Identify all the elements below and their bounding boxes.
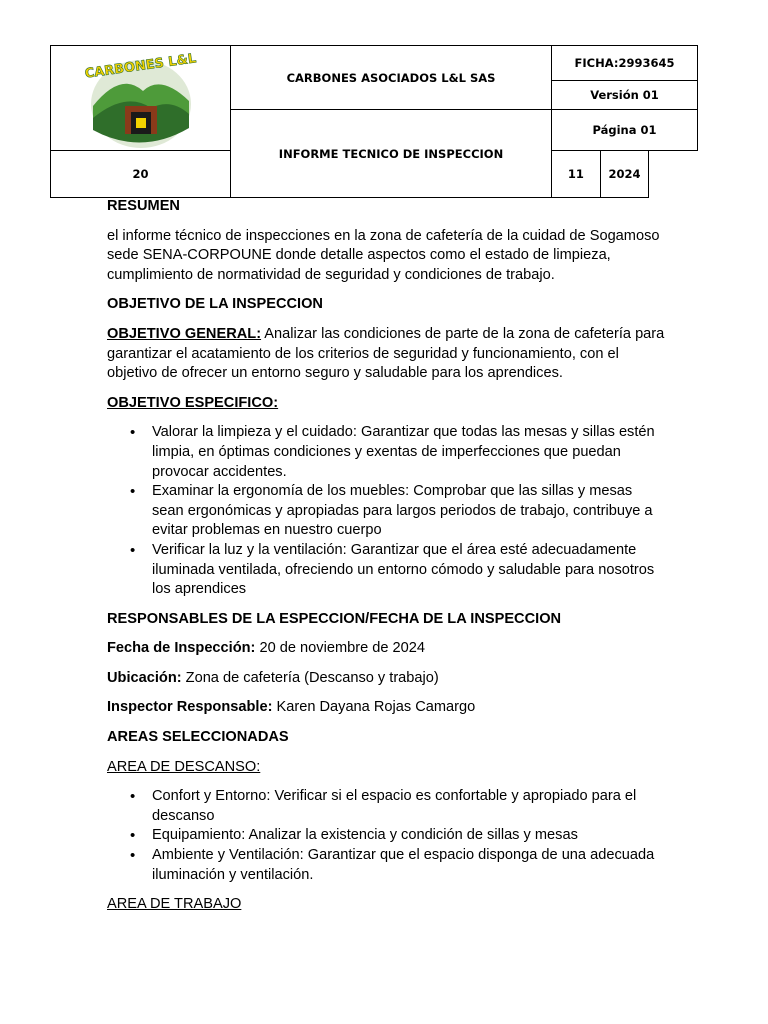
resumen-heading: RESUMEN [107, 198, 180, 214]
document-header-table [50, 45, 698, 198]
inspector-label: Inspector Responsable: [107, 699, 273, 716]
area-descanso-list [107, 787, 667, 885]
ubicacion-line [107, 669, 667, 689]
ubicacion-label: Ubicación: [107, 669, 182, 686]
resumen-text: el informe técnico de inspecciones en la zona de cafetería de la cuidad de Sogamoso sede SENA-CORPOUNE donde detalle aspectos como el estado de limpieza, cumplimiento de normatividad de seguridad y condiciones de trabajo. [107, 227, 660, 283]
company-logo [81, 46, 201, 150]
date-day: 20 [51, 151, 231, 198]
page-label: Página 01 [552, 110, 698, 151]
logo-lettering: CARBONES L&L [83, 51, 197, 82]
version-label: Versión 01 [552, 81, 698, 110]
ubicacion-value: Zona de cafetería (Descanso y trabajo) [181, 669, 439, 686]
logo-cell [51, 46, 231, 151]
company-name: CARBONES ASOCIADOS L&L SAS [231, 46, 552, 110]
areas-heading: AREAS SELECCIONADAS [107, 729, 289, 746]
list-item: • Confort y Entorno: Verificar si el espacio es confortable y apropiado para el descanso [152, 787, 667, 826]
date-month: 11 [552, 151, 601, 198]
area-trabajo-title: AREA DE TRABAJO [107, 896, 242, 913]
responsables-heading: RESPONSABLES DE LA ESPECCION/FECHA DE LA INSPECCION [107, 610, 562, 627]
list-item: • Equipamiento: Analizar la existencia y condición de sillas y mesas [152, 826, 667, 846]
inspector-value: Karen Dayana Rojas Camargo [272, 699, 476, 716]
fecha-line [107, 639, 667, 659]
objetivo-general-label: OBJETIVO GENERAL: [107, 325, 262, 342]
objetivo-general-text: Analizar las condiciones de parte de la zona de cafetería para garantizar el acatamiento de los criterios de seguridad y funcionamiento, con el objetivo de ofrecer un entorno seguro y saludable para los aprendices. [107, 325, 665, 382]
list-item: • Ambiente y Ventilación: Garantizar que el espacio disponga de una adecuada iluminación y ventilación. [152, 846, 667, 885]
date-year: 2024 [600, 151, 649, 198]
inspector-line [107, 698, 667, 718]
fecha-value: 20 de noviembre de 2024 [255, 640, 425, 657]
objetivo-especifico-list [107, 423, 667, 599]
area-descanso-title: AREA DE DESCANSO: [107, 758, 261, 775]
list-item: • Verificar la luz y la ventilación: Garantizar que el área esté adecuadamente iluminada ventilada, ofreciendo un entorno cómodo y saludable para nosotros los aprendices [152, 541, 667, 600]
report-title: INFORME TECNICO DE INSPECCION [231, 110, 552, 198]
list-item: • Valorar la limpieza y el cuidado: Garantizar que todas las mesas y sillas estén limpia, en óptimas condiciones y exentas de imperfecciones que puedan provocar accidentes. [152, 423, 667, 482]
objetivo-especifico-label: OBJETIVO ESPECIFICO: [107, 394, 279, 411]
objetivo-heading: OBJETIVO DE LA INSPECCION [107, 296, 323, 313]
document-body [107, 197, 667, 925]
ficha-number: FICHA:2993645 [552, 46, 698, 81]
fecha-label: Fecha de Inspección: [107, 640, 256, 657]
list-item: • Examinar la ergonomía de los muebles: Comprobar que las sillas y mesas sean ergonómicas y apropiadas para largos periodos de trabajo, contribuye a evitar problemas en nuestro cuerpo [152, 482, 667, 541]
objetivo-general-paragraph [107, 325, 667, 384]
